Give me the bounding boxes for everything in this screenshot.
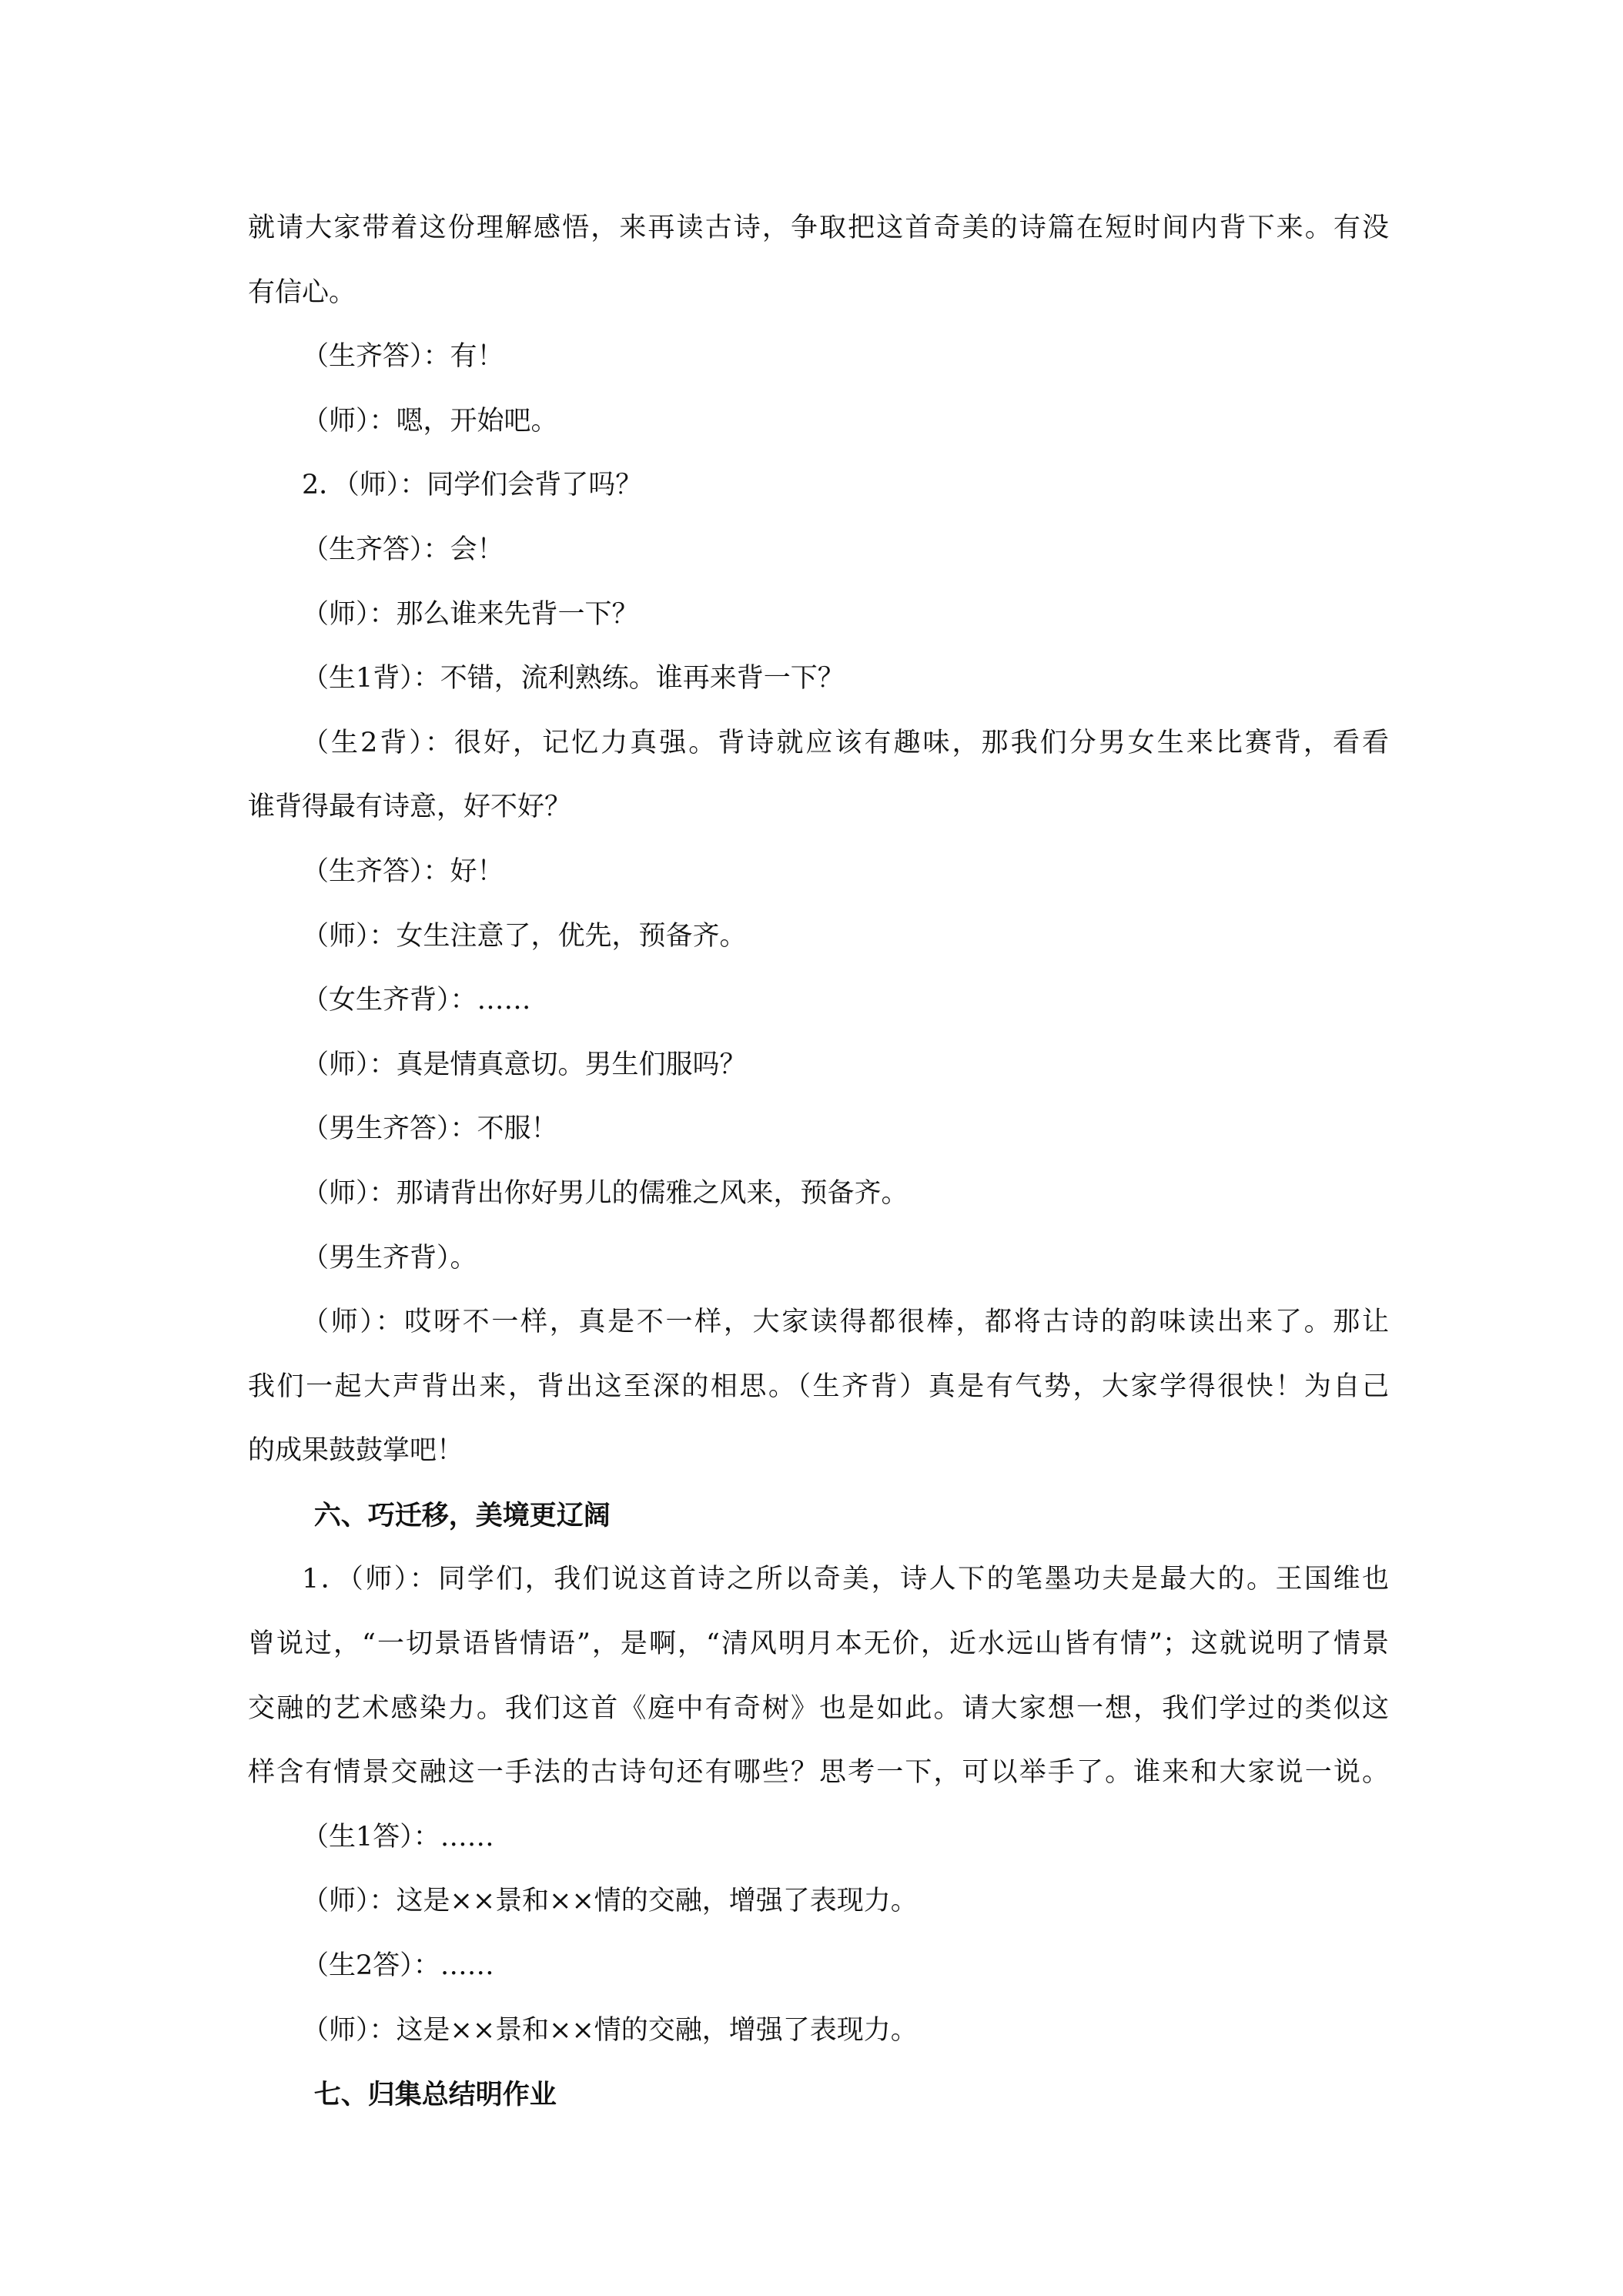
text-line: （男生齐答）：不服！ [302,1113,558,1145]
paragraph [248,711,1389,840]
paragraph [248,454,1389,518]
paragraph [248,518,1389,583]
document-body [248,196,1389,2127]
text-line: 谁背得最有诗意，好不好？ [248,792,572,823]
text-line: 交融的艺术感染力。我们这首《庭中有奇树》也是如此。请大家想一想，我们学过的类似这 [248,1692,1389,1724]
text-line: （师）：女生注意了，优先，预备齐。 [302,920,747,952]
text-line: 我们一起大声背出来，背出这至深的相思。（生齐背）真是有气势，大家学得很快！为自己 [248,1371,1389,1402]
paragraph [248,1806,1389,1870]
paragraph [248,840,1389,905]
text-line: 2．（师）：同学们会背了吗？ [302,470,643,501]
paragraph [248,390,1389,454]
text-line: （生2答）：…… [302,1950,494,1982]
text-line: 的成果鼓鼓掌吧！ [248,1435,464,1467]
paragraph [248,325,1389,390]
text-line: 曾说过，“一切景语皆情语”，是啊，“清风明月本无价，近水远山皆有情”；这就说明了情景 [248,1628,1389,1660]
text-line: （师）：那么谁来先背一下？ [302,598,639,630]
text-line: （生2背）：很好，记忆力真强。背诗就应该有趣味，那我们分男女生来比赛背，看看 [302,727,1389,758]
paragraph [248,196,1389,325]
text-line: （生1答）：…… [302,1821,494,1853]
paragraph [248,647,1389,711]
text-line: 就请大家带着这份理解感悟，来再读古诗，争取把这首奇美的诗篇在短时间内背下来。有没 [248,213,1389,243]
text-line: （男生齐背）。 [302,1242,477,1274]
paragraph [248,905,1389,969]
text-line: （师）：真是情真意切。男生们服吗？ [302,1049,747,1080]
text-line: （师）：嗯，开始吧。 [302,405,558,437]
text-line: （师）：这是××景和××情的交融，增强了表现力。 [302,1886,918,1917]
text-line: 1．（师）：同学们，我们说这首诗之所以奇美，诗人下的笔墨功夫是最大的。王国维也 [302,1564,1389,1595]
paragraph [248,1934,1389,1999]
text-line: （女生齐背）：…… [302,985,531,1016]
paragraph [248,969,1389,1033]
paragraph [248,1162,1389,1227]
text-line: （生齐答）：会！ [302,534,504,565]
paragraph [248,1097,1389,1162]
text-line: （生1背）：不错，流利熟练。谁再来背一下？ [302,663,845,694]
section-heading: 七、归集总结明作业 [313,2079,557,2111]
paragraph [248,1999,1389,2063]
paragraph [248,583,1389,648]
text-line: （生齐答）：有！ [302,341,504,373]
text-line: （师）：那请背出你好男儿的儒雅之风来，预备齐。 [302,1177,909,1209]
text-line: （师）：哎呀不一样，真是不一样，大家读得都很棒，都将古诗的韵味读出来了。那让 [302,1307,1389,1338]
paragraph [248,1033,1389,1098]
text-line: 样含有情景交融这一手法的古诗句还有哪些？思考一下，可以举手了。谁来和大家说一说。 [248,1757,1389,1789]
text-line: 有信心。 [248,276,356,308]
text-line: （生齐答）：好！ [302,855,504,887]
paragraph [248,1548,1389,1805]
paragraph [248,1869,1389,1934]
section-heading: 六、巧迁移，美境更辽阔 [313,1499,611,1531]
paragraph [248,1227,1389,1291]
text-line: （师）：这是××景和××情的交融，增强了表现力。 [302,2014,918,2046]
paragraph [248,1290,1389,1484]
